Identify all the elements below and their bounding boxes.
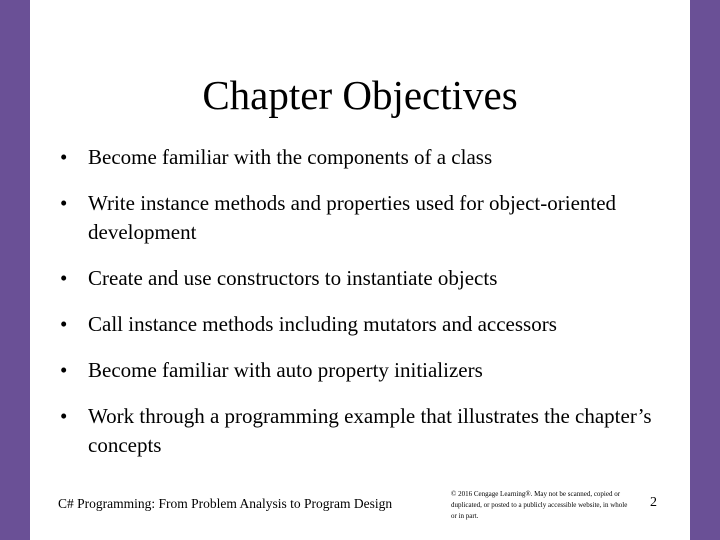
list-item — [60, 189, 660, 247]
bullet-text: Write instance methods and properties used for object-oriented development — [88, 191, 617, 244]
left-side-bar — [0, 0, 30, 540]
list-item — [60, 402, 660, 460]
list-item — [60, 356, 660, 385]
objectives-list — [60, 143, 660, 477]
list-item — [60, 310, 660, 339]
bullet-marker: • — [60, 191, 68, 215]
bullet-text: Work through a programming example that illustrates the chapter’s concepts — [88, 404, 652, 457]
bullet-marker: • — [60, 266, 68, 290]
list-item — [60, 264, 660, 293]
footer-book-title: C# Programming: From Problem Analysis to Program Design — [58, 496, 393, 511]
bullet-marker: • — [60, 312, 68, 336]
bullet-marker: • — [60, 145, 68, 169]
bullet-text: Become familiar with the components of a class — [88, 145, 493, 169]
bullet-marker: • — [60, 358, 68, 382]
bullet-text: Create and use constructors to instantiate objects — [88, 266, 498, 290]
right-side-bar — [690, 0, 720, 540]
bullet-text: Become familiar with auto property initializers — [88, 358, 483, 382]
bullet-text: Call instance methods including mutators and accessors — [88, 312, 557, 336]
footer-copyright: © 2016 Cengage Learning®. May not be scanned, copied or duplicated, or posted to a publicly accessible website, in whole or in part. — [451, 490, 628, 520]
list-item — [60, 143, 660, 172]
page-number: 2 — [650, 495, 657, 510]
slide-title: Chapter Objectives — [202, 72, 518, 118]
bullet-marker: • — [60, 404, 68, 428]
